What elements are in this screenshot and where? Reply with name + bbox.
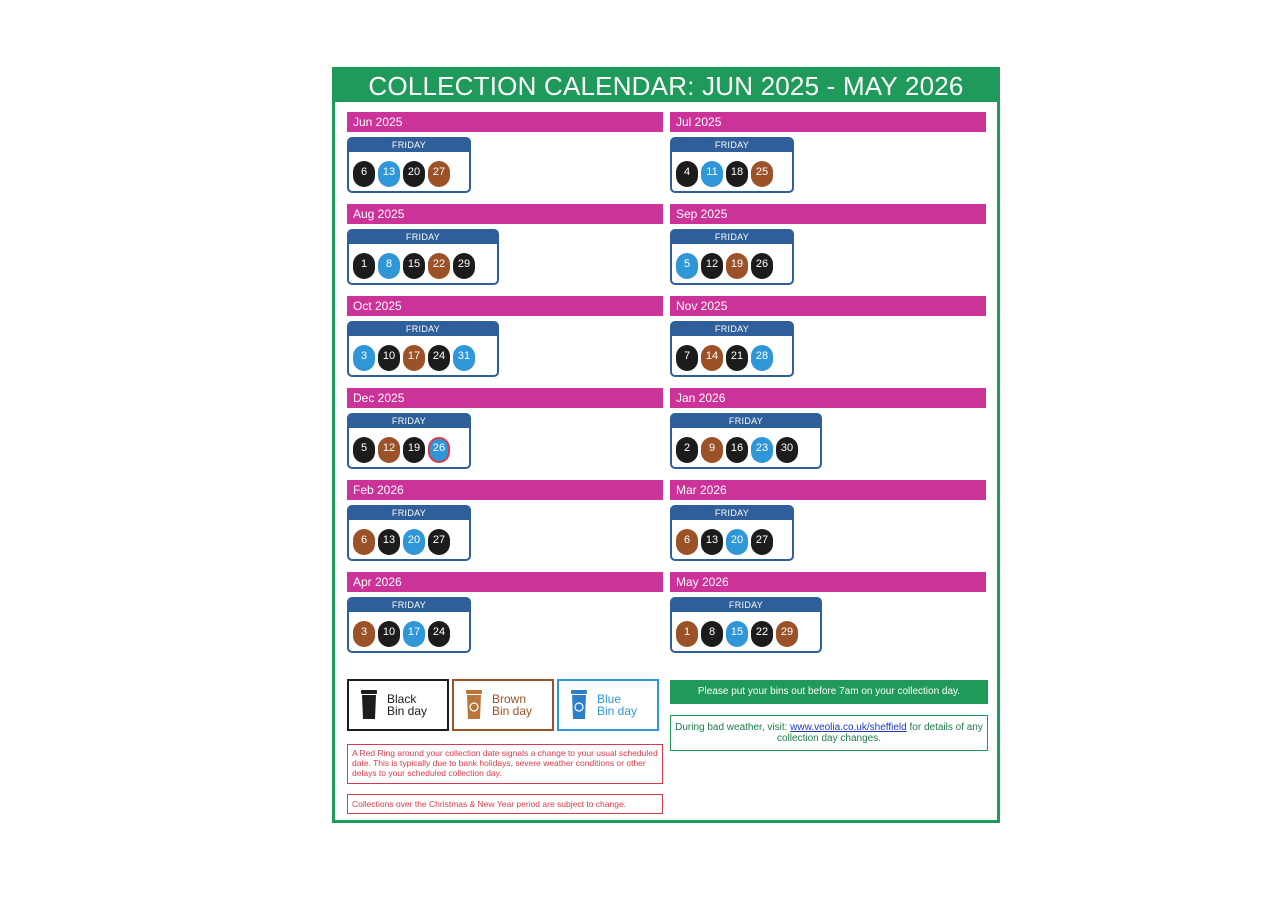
legend-brown-bin — [452, 679, 554, 731]
month-label: Mar 2026 — [670, 480, 986, 500]
black-bin-date: 21 — [726, 345, 748, 371]
day-of-week-header: FRIDAY — [672, 507, 792, 520]
collection-dates — [676, 161, 776, 187]
collection-day-box — [670, 137, 794, 193]
black-bin-date: 7 — [676, 345, 698, 371]
blue-bin-date: 23 — [751, 437, 773, 463]
blue-bin-icon — [570, 689, 588, 721]
month-label: Oct 2025 — [347, 296, 663, 316]
month-block — [347, 572, 663, 656]
month-block — [670, 388, 986, 472]
black-bin-date: 27 — [428, 529, 450, 555]
black-bin-date: 2 — [676, 437, 698, 463]
black-bin-date: 24 — [428, 345, 450, 371]
collection-day-box — [670, 505, 794, 561]
weather-info-box — [670, 715, 988, 751]
collection-day-box — [347, 321, 499, 377]
black-bin-date: 13 — [701, 529, 723, 555]
black-bin-date: 27 — [751, 529, 773, 555]
blue-bin-date: 31 — [453, 345, 475, 371]
blue-bin-date: 20 — [726, 529, 748, 555]
day-of-week-header: FRIDAY — [349, 415, 469, 428]
brown-bin-date: 6 — [353, 529, 375, 555]
month-block — [347, 204, 663, 288]
black-bin-date: 22 — [751, 621, 773, 647]
legend-black-line2: Bin day — [387, 704, 428, 718]
black-bin-date: 20 — [403, 161, 425, 187]
day-of-week-header: FRIDAY — [672, 231, 792, 244]
collection-day-box — [670, 413, 822, 469]
black-bin-date: 30 — [776, 437, 798, 463]
month-label: May 2026 — [670, 572, 986, 592]
blue-bin-date: 17 — [403, 621, 425, 647]
day-of-week-header: FRIDAY — [349, 599, 469, 612]
day-of-week-header: FRIDAY — [349, 507, 469, 520]
month-label: Dec 2025 — [347, 388, 663, 408]
legend-brown-line1: Brown — [492, 692, 527, 706]
month-label: Jan 2026 — [670, 388, 986, 408]
brown-bin-date: 29 — [776, 621, 798, 647]
brown-bin-date: 19 — [726, 253, 748, 279]
black-bin-icon — [360, 689, 378, 721]
bins-out-banner: Please put your bins out before 7am on your collection day. — [670, 680, 988, 704]
black-bin-date: 13 — [378, 529, 400, 555]
black-bin-date: 10 — [378, 345, 400, 371]
black-bin-date: 29 — [453, 253, 475, 279]
collection-day-box — [347, 137, 471, 193]
black-bin-date: 10 — [378, 621, 400, 647]
month-label: Jun 2025 — [347, 112, 663, 132]
brown-bin-date: 9 — [701, 437, 723, 463]
month-block — [347, 112, 663, 196]
legend-brown-line2: Bin day — [492, 704, 533, 718]
collection-day-box — [670, 229, 794, 285]
legend-black-bin — [347, 679, 449, 731]
month-block — [347, 388, 663, 472]
collection-day-box — [347, 413, 471, 469]
black-bin-date: 19 — [403, 437, 425, 463]
blue-bin-date: 3 — [353, 345, 375, 371]
collection-dates — [676, 345, 776, 371]
collection-day-box — [347, 229, 499, 285]
brown-bin-icon — [465, 689, 483, 721]
month-block — [670, 480, 986, 564]
black-bin-date: 24 — [428, 621, 450, 647]
month-block — [670, 112, 986, 196]
day-of-week-header: FRIDAY — [672, 599, 820, 612]
black-bin-date: 15 — [403, 253, 425, 279]
month-block — [670, 296, 986, 380]
brown-bin-date: 3 — [353, 621, 375, 647]
weather-suffix: for details of any collection day changes. — [777, 722, 983, 744]
veolia-link[interactable]: www.veolia.co.uk/sheffield — [790, 722, 907, 733]
legend-blue-line2: Bin day — [597, 704, 638, 718]
collection-dates — [353, 345, 478, 371]
brown-bin-date: 6 — [676, 529, 698, 555]
legend-black-line1: Black — [387, 692, 417, 706]
collection-dates — [353, 621, 453, 647]
calendar-title: COLLECTION CALENDAR: JUN 2025 - MAY 2026 — [335, 70, 997, 102]
brown-bin-date: 14 — [701, 345, 723, 371]
blue-bin-date-changed: 26 — [428, 437, 450, 463]
day-of-week-header: FRIDAY — [672, 415, 820, 428]
legend-blue-line1: Blue — [597, 692, 622, 706]
month-block — [670, 204, 986, 288]
brown-bin-date: 25 — [751, 161, 773, 187]
collection-dates — [353, 253, 478, 279]
black-bin-date: 6 — [353, 161, 375, 187]
blue-bin-date: 5 — [676, 253, 698, 279]
blue-bin-date: 28 — [751, 345, 773, 371]
brown-bin-date: 1 — [676, 621, 698, 647]
collection-dates — [353, 161, 453, 187]
collection-dates — [676, 253, 776, 279]
blue-bin-date: 13 — [378, 161, 400, 187]
collection-calendar — [332, 67, 1000, 823]
black-bin-date: 12 — [701, 253, 723, 279]
black-bin-date: 16 — [726, 437, 748, 463]
day-of-week-header: FRIDAY — [349, 139, 469, 152]
black-bin-date: 26 — [751, 253, 773, 279]
red-ring-note: A Red Ring around your collection date signals a change to your usual scheduled date. This is typically due to bank holidays, severe weather conditions or other delays to your scheduled collection day. — [347, 744, 663, 784]
collection-day-box — [347, 505, 471, 561]
month-label: Feb 2026 — [347, 480, 663, 500]
day-of-week-header: FRIDAY — [349, 323, 497, 336]
black-bin-date: 18 — [726, 161, 748, 187]
month-block — [670, 572, 986, 656]
collection-dates — [676, 437, 801, 463]
month-label: Jul 2025 — [670, 112, 986, 132]
month-block — [347, 296, 663, 380]
day-of-week-header: FRIDAY — [349, 231, 497, 244]
collection-day-box — [670, 597, 822, 653]
collection-dates — [353, 437, 453, 463]
collection-dates — [676, 621, 801, 647]
weather-prefix: During bad weather, visit: — [675, 722, 791, 733]
collection-dates — [353, 529, 453, 555]
black-bin-date: 4 — [676, 161, 698, 187]
month-block — [347, 480, 663, 564]
blue-bin-date: 20 — [403, 529, 425, 555]
collection-day-box — [670, 321, 794, 377]
collection-day-box — [347, 597, 471, 653]
blue-bin-date: 11 — [701, 161, 723, 187]
month-label: Nov 2025 — [670, 296, 986, 316]
blue-bin-date: 8 — [378, 253, 400, 279]
collection-dates — [676, 529, 776, 555]
black-bin-date: 8 — [701, 621, 723, 647]
christmas-note: Collections over the Christmas & New Year period are subject to change. — [347, 794, 663, 814]
month-label: Apr 2026 — [347, 572, 663, 592]
brown-bin-date: 22 — [428, 253, 450, 279]
brown-bin-date: 12 — [378, 437, 400, 463]
legend-blue-bin — [557, 679, 659, 731]
brown-bin-date: 17 — [403, 345, 425, 371]
black-bin-date: 1 — [353, 253, 375, 279]
day-of-week-header: FRIDAY — [672, 139, 792, 152]
month-label: Sep 2025 — [670, 204, 986, 224]
black-bin-date: 5 — [353, 437, 375, 463]
blue-bin-date: 15 — [726, 621, 748, 647]
brown-bin-date: 27 — [428, 161, 450, 187]
month-label: Aug 2025 — [347, 204, 663, 224]
day-of-week-header: FRIDAY — [672, 323, 792, 336]
